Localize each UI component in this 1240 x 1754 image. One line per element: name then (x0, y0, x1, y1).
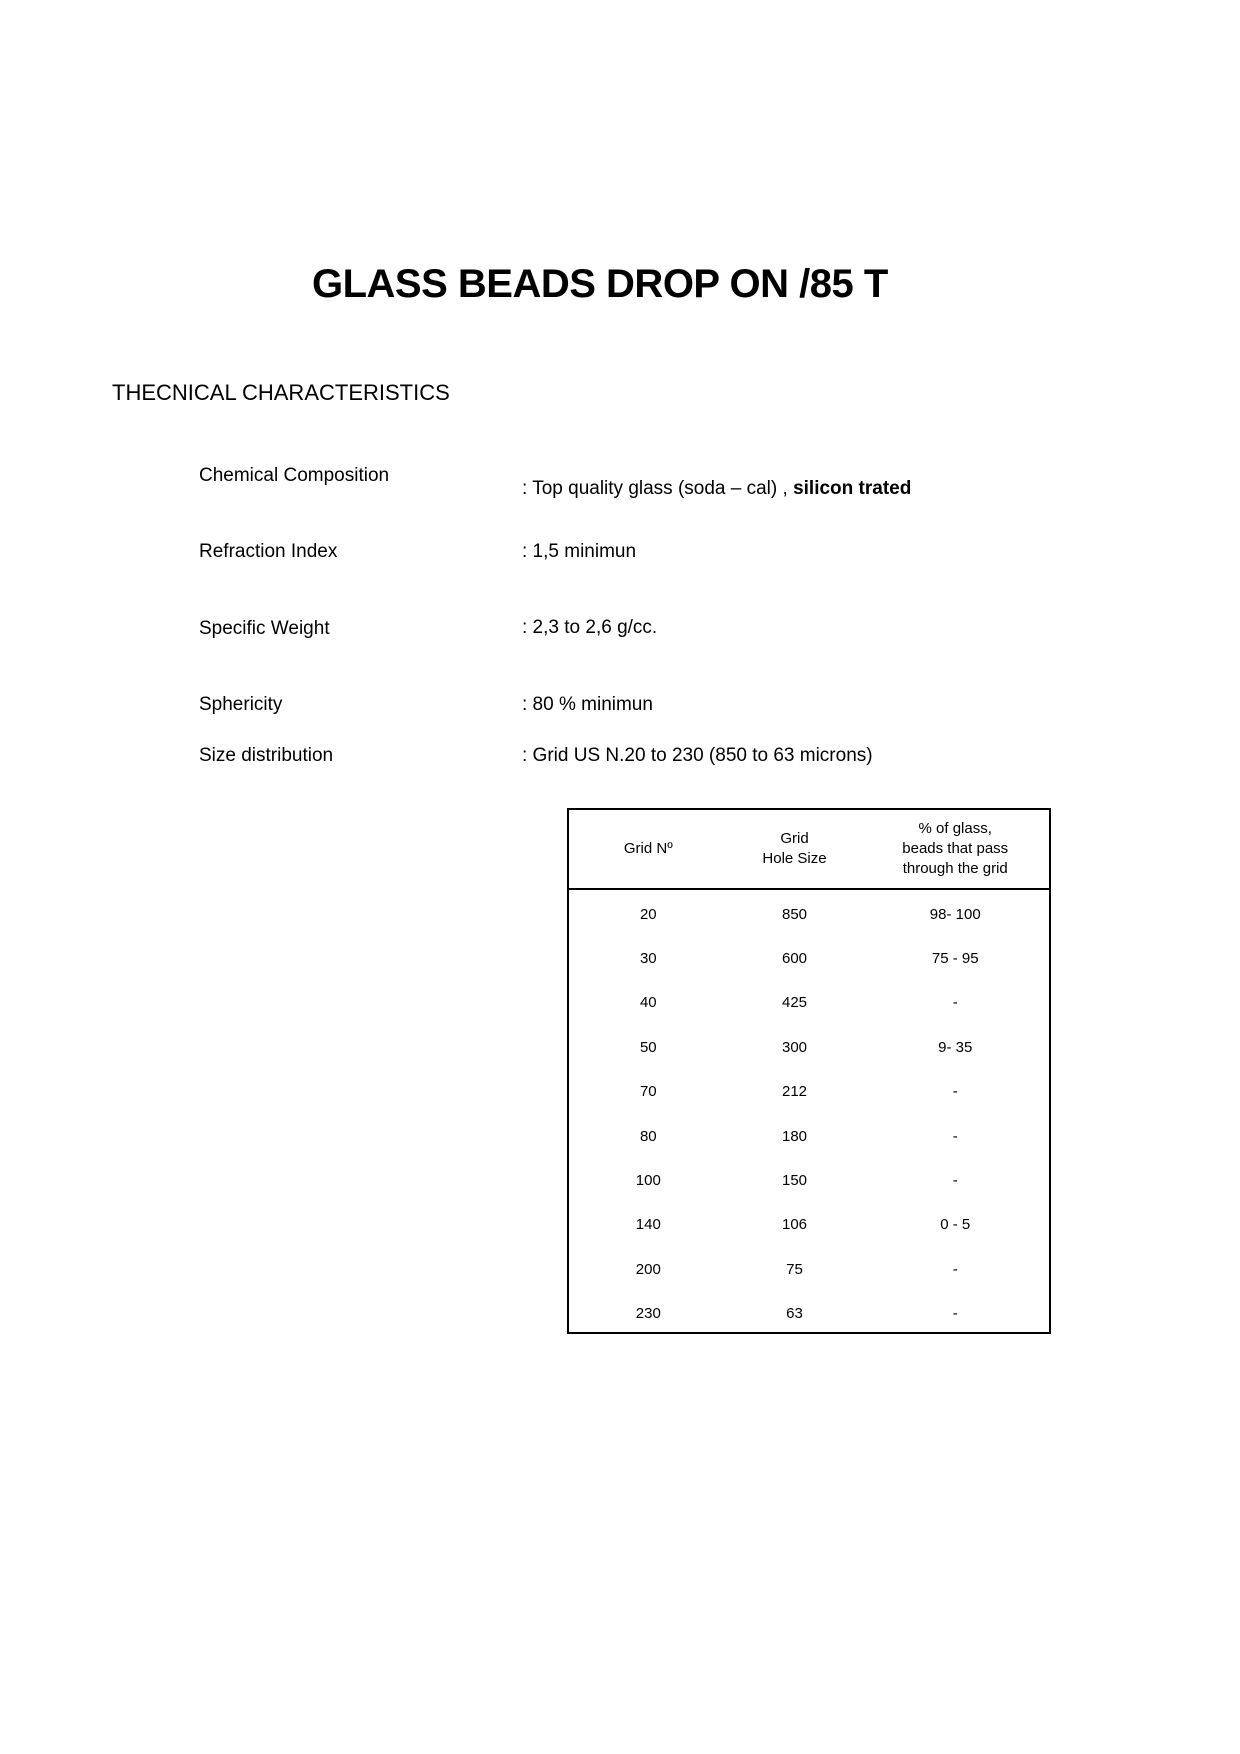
table-row (569, 936, 1049, 980)
property-value-bold-text: silicon trated (793, 478, 912, 499)
header-grid-hole-size (728, 810, 862, 889)
cell-percent-passing: - (952, 994, 958, 1012)
property-value-specific-weight: : 2,3 to 2,6 g/cc. (522, 617, 658, 638)
cell-grid-number: 140 (635, 1216, 661, 1234)
document-title: GLASS BEADS DROP ON /85 T (312, 262, 888, 306)
cell-hole-size: 63 (786, 1305, 803, 1323)
table-row (569, 889, 1049, 936)
property-label-chemical-composition: Chemical Composition (199, 465, 390, 486)
cell-hole-size: 300 (782, 1038, 808, 1056)
header-line: through the grid (902, 860, 1008, 877)
cell-grid-number: 50 (639, 1038, 657, 1056)
cell-hole-size: 180 (782, 1127, 808, 1145)
cell-hole-size: 106 (782, 1216, 808, 1234)
table-row (569, 1292, 1049, 1336)
cell-hole-size: 850 (782, 905, 808, 923)
cell-percent-passing: - (952, 1083, 958, 1101)
cell-hole-size: 150 (782, 1172, 808, 1190)
cell-grid-number: 100 (635, 1172, 661, 1190)
cell-grid-number: 80 (639, 1127, 657, 1145)
cell-grid-number: 230 (635, 1305, 661, 1323)
cell-hole-size: 75 (786, 1260, 803, 1278)
cell-hole-size: 600 (782, 950, 808, 968)
table-row (569, 1158, 1049, 1202)
cell-percent-passing: - (952, 1260, 958, 1278)
cell-grid-number: 30 (639, 950, 657, 968)
cell-percent-passing: 9- 35 (938, 1038, 973, 1056)
cell-percent-passing: - (952, 1305, 958, 1323)
size-distribution-table (567, 808, 1051, 1334)
property-label-specific-weight: Specific Weight (199, 618, 330, 639)
cell-percent-passing: - (952, 1172, 958, 1190)
cell-percent-passing: - (952, 1127, 958, 1145)
header-grid-number (569, 810, 728, 889)
table-row (569, 1070, 1049, 1114)
table-row (569, 981, 1049, 1025)
cell-grid-number: 200 (635, 1260, 661, 1278)
header-line: Grid (780, 830, 809, 847)
section-heading: THECNICAL CHARACTERISTICS (112, 380, 450, 405)
cell-hole-size: 425 (782, 994, 808, 1012)
property-value-size-distribution: : Grid US N.20 to 230 (850 to 63 microns) (522, 745, 873, 766)
table-row (569, 1025, 1049, 1069)
property-label-size-distribution: Size distribution (199, 745, 334, 766)
cell-percent-passing: 75 - 95 (931, 950, 979, 968)
header-percent-passing (861, 810, 1049, 889)
size-distribution-table-grid (569, 810, 1049, 1336)
property-value-refraction-index: : 1,5 minimun (522, 541, 637, 562)
property-value-chemical-composition (522, 478, 911, 500)
table-row (569, 1114, 1049, 1158)
header-line: Grid Nº (623, 840, 673, 857)
header-line: beads that pass (902, 840, 1009, 857)
table-header-row (569, 810, 1049, 889)
table-row (569, 1203, 1049, 1247)
header-line: % of glass, (918, 820, 992, 837)
cell-percent-passing: 0 - 5 (940, 1216, 971, 1234)
cell-percent-passing: 98- 100 (929, 905, 981, 923)
property-value-text: : Top quality glass (soda – cal) , (522, 478, 794, 499)
cell-hole-size: 212 (782, 1083, 808, 1101)
header-line: Hole Size (762, 850, 827, 867)
cell-grid-number: 70 (639, 1083, 657, 1101)
table-row (569, 1247, 1049, 1291)
cell-grid-number: 40 (639, 994, 657, 1012)
property-label-sphericity: Sphericity (199, 694, 283, 715)
cell-grid-number: 20 (639, 905, 657, 923)
property-label-refraction-index: Refraction Index (199, 541, 338, 562)
property-value-sphericity: : 80 % minimun (522, 694, 653, 715)
